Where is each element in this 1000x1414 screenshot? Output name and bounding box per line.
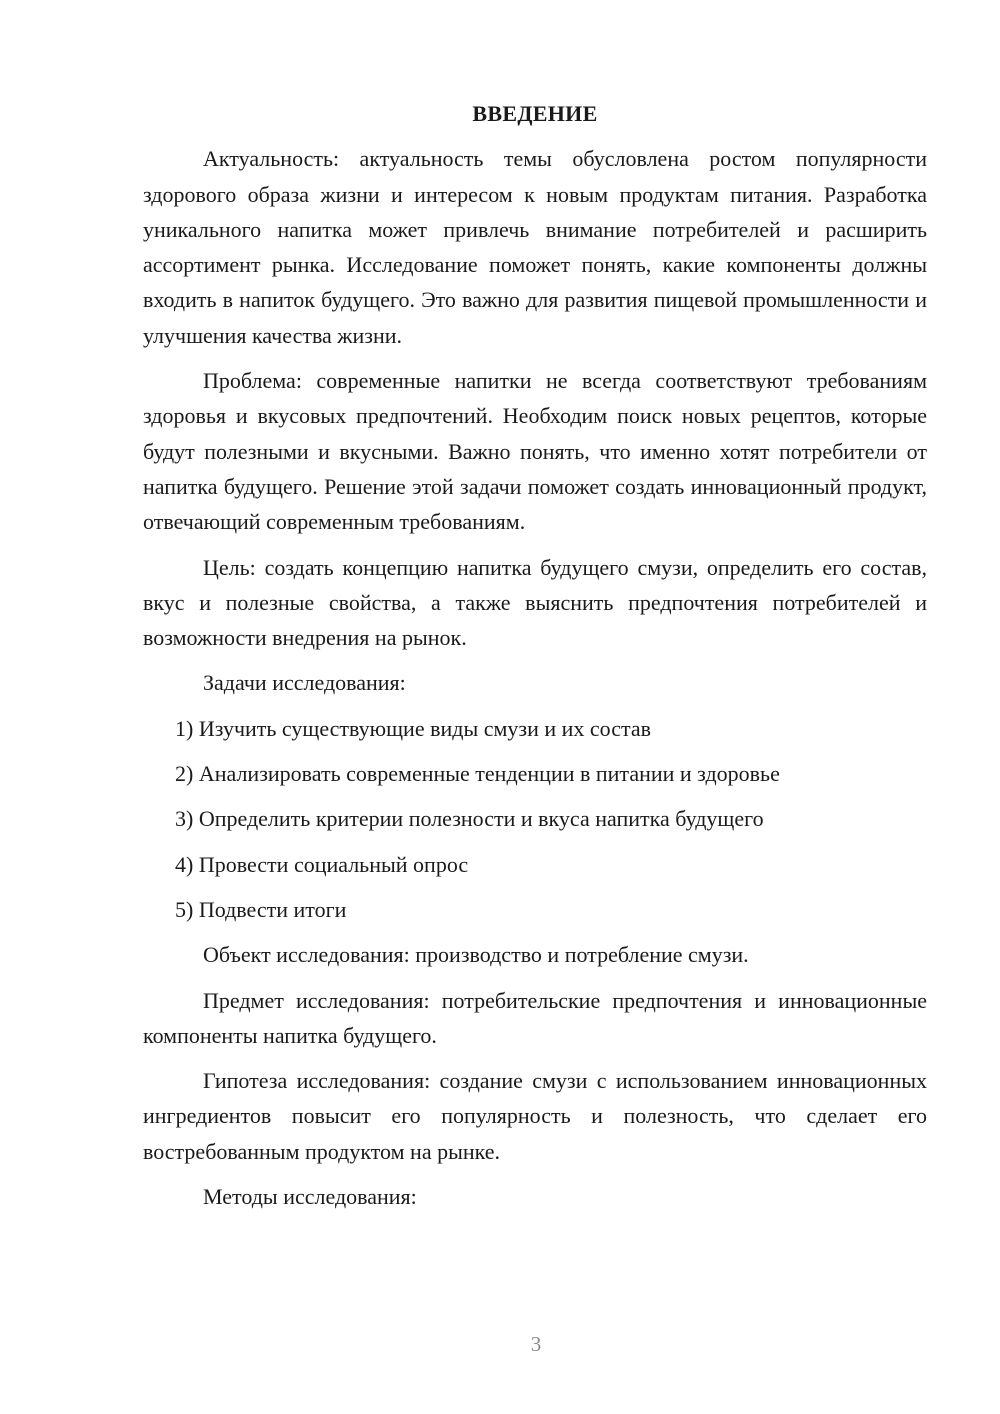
subject-paragraph: Предмет исследования: потребительские предпочтения и инновационные компоненты напитка будущего. [143, 987, 927, 1048]
methods-heading: Методы исследования: [203, 1184, 417, 1210]
task-item: 5) Подвести итоги [175, 896, 347, 922]
tasks-heading: Задачи исследования: [203, 670, 406, 696]
page-number: 3 [530, 1332, 542, 1356]
object-paragraph: Объект исследования: производство и потребление смузи. [203, 942, 749, 968]
goal-paragraph: Цель: создать концепцию напитка будущего смузи, определить его состав, вкус и полезные свойства, а также выяснить предпочтения потребителей и возможности внедрения на рынок. [143, 554, 927, 651]
task-item: 3) Определить критерии полезности и вкуса напитка будущего [175, 806, 764, 832]
problem-paragraph: Проблема: современные напитки не всегда соответствуют требованиям здоровья и вкусовых предпочтений. Необходим поиск новых рецептов, которые будут полезными и вкусными. Важно понять, что именно хотят потребители от напитка будущего. Решение этой задачи поможет создать инновационный продукт, отвечающий современным требованиям. [143, 368, 927, 535]
task-item: 1) Изучить существующие виды смузи и их состав [175, 715, 652, 741]
hypothesis-paragraph: Гипотеза исследования: создание смузи с использованием инновационных ингредиентов повысит его популярность и полезность, что сделает его востребованным продуктом на рынке. [143, 1068, 927, 1164]
task-item: 2) Анализировать современные тенденции в питании и здоровье [175, 761, 780, 787]
relevance-paragraph: Актуальность: актуальность темы обусловлена ростом популярности здорового образа жизни и интересом к новым продуктам питания. Разработка уникального напитка может привлечь внимание потребителей и расширить ассортимент рынка. Исследование поможет понять, какие компоненты должны входить в напиток будущего. Это важно для развития пищевой промышленности и улучшения качества жизни. [143, 146, 927, 348]
task-item: 4) Провести социальный опрос [175, 851, 469, 877]
tasks-list [143, 711, 927, 927]
page-content [143, 96, 927, 1224]
section-title: ВВЕДЕНИЕ [472, 101, 598, 126]
